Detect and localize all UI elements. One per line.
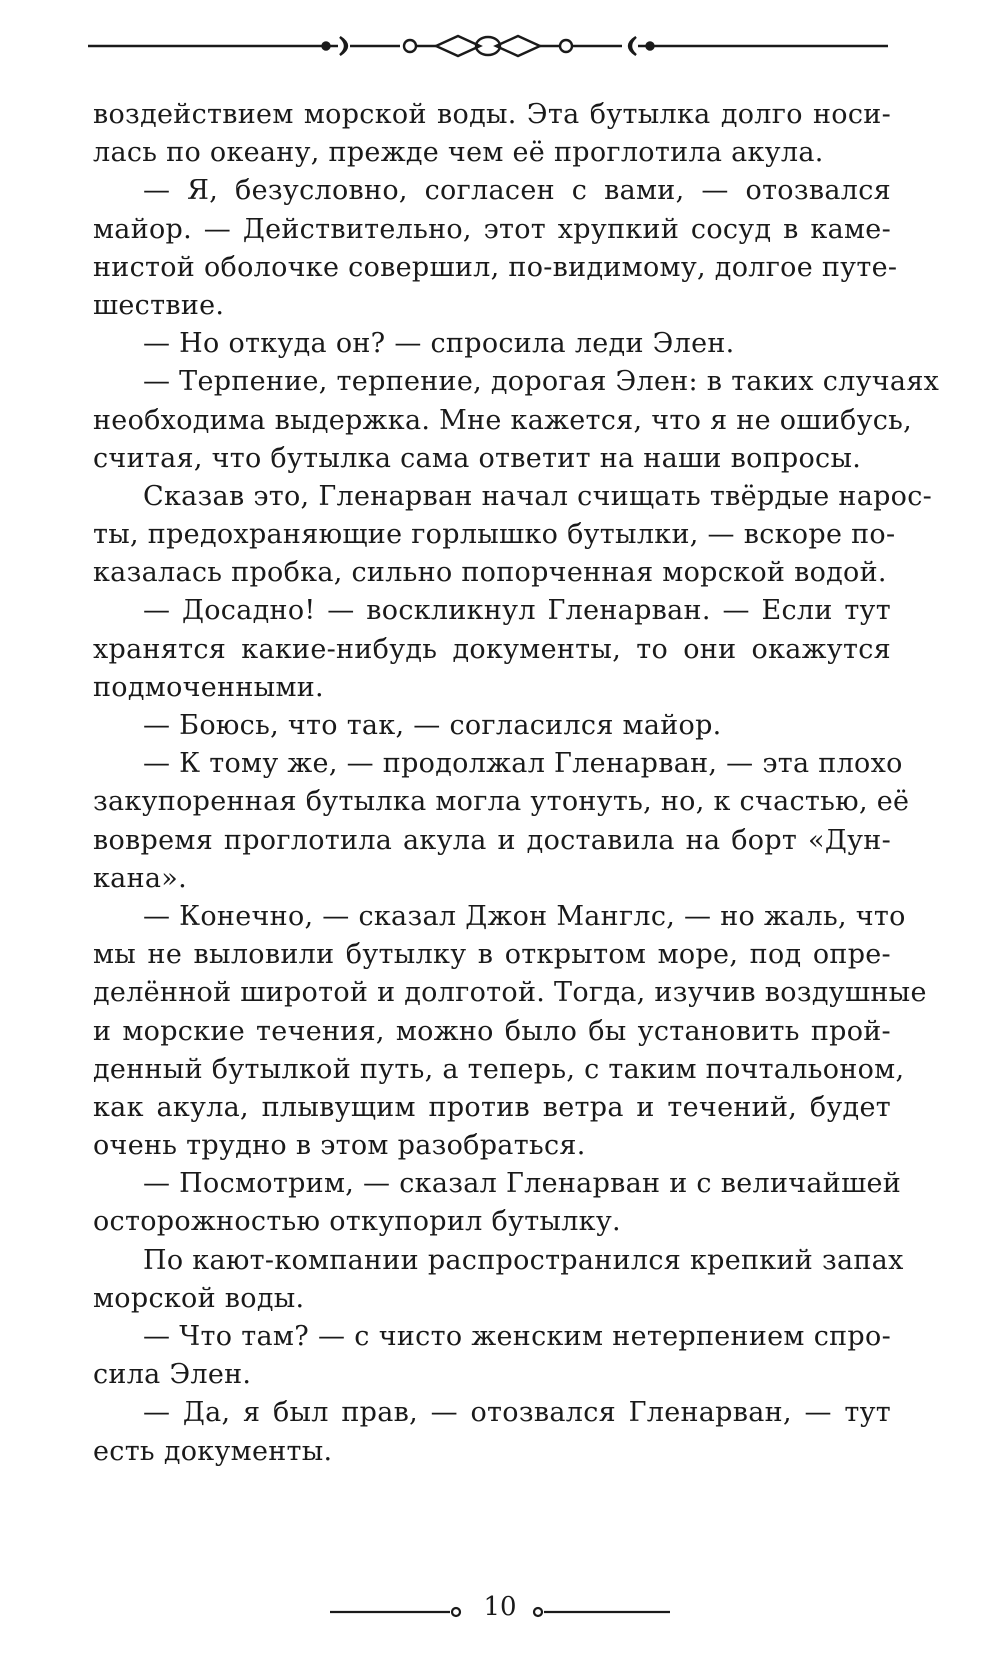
text-line: вовремя проглотила акула и доставила на борт «Дун-: [93, 824, 891, 856]
text-line: необходима выдержка. Мне кажется, что я не ошибусь,: [93, 404, 913, 436]
text-line: — Боюсь, что так, — согласился майор.: [143, 710, 722, 741]
text-line: нистой оболочке совершил, по-видимому, долгое путе-: [93, 251, 898, 283]
text-line: сила Элен.: [93, 1359, 252, 1391]
text-line: майор. — Действительно, этот хрупкий сосуд в каме-: [93, 213, 891, 245]
header-ornament-icon: [88, 28, 888, 64]
text-line: осторожностью откупорил бутылку.: [93, 1206, 621, 1238]
text-line: делённой широтой и долготой. Тогда, изучив воздушные: [93, 977, 927, 1009]
text-line: считая, что бутылка сама ответит на наши вопросы.: [93, 442, 862, 474]
text-line: казалась пробка, сильно попорченная морской водой.: [93, 557, 887, 589]
text-line: — Я, безусловно, согласен с вами, — отозвался: [143, 175, 891, 207]
text-line: — Посмотрим, — сказал Гленарван и с величайшей: [143, 1168, 902, 1200]
text-line: По кают-компании распространился крепкий запах: [143, 1244, 904, 1276]
text-line: закупоренная бутылка могла утонуть, но, к счастью, её: [93, 786, 910, 818]
text-line: — Что там? — с чисто женским нетерпением спро-: [143, 1321, 891, 1352]
page-body-text: [93, 96, 940, 1471]
text-line: воздействием морской воды. Эта бутылка долго носи-: [93, 99, 891, 130]
text-line: очень трудно в этом разобраться.: [93, 1130, 586, 1162]
page-number: 10: [330, 1592, 670, 1622]
page-footer: [330, 1590, 670, 1630]
text-line: — Конечно, — сказал Джон Манглс, — но жаль, что: [143, 900, 906, 932]
text-line: морской воды.: [93, 1282, 305, 1314]
text-line: шествие.: [93, 289, 225, 321]
text-line: как акула, плывущим против ветра и течений, будет: [93, 1091, 891, 1123]
text-line: денный бутылкой путь, а теперь, с таким почтальоном,: [93, 1053, 905, 1085]
text-line: лась по океану, прежде чем её проглотила акула.: [93, 137, 824, 169]
text-line: — К тому же, — продолжал Гленарван, — эта плохо: [143, 748, 903, 780]
text-line: кана».: [93, 862, 187, 894]
text-line: — Терпение, терпение, дорогая Элен: в таких случаях: [143, 366, 940, 398]
text-line: есть документы.: [93, 1435, 333, 1467]
text-line: — Досадно! — воскликнул Гленарван. — Если тут: [143, 595, 891, 627]
text-line: и морские течения, можно было бы установить прой-: [93, 1015, 891, 1047]
text-line: ты, предохраняющие горлышко бутылки, — вскоре по-: [93, 519, 896, 551]
text-line: мы не выловили бутылку в открытом море, под опре-: [93, 939, 891, 971]
text-line: хранятся какие-нибудь документы, то они окажутся: [93, 633, 891, 665]
text-line: — Да, я был прав, — отозвался Гленарван, — тут: [143, 1397, 891, 1429]
text-line: — Но откуда он? — спросила леди Элен.: [143, 328, 735, 360]
text-line: подмоченными.: [93, 671, 324, 703]
text-line: Сказав это, Гленарван начал счищать твёрдые нарос-: [143, 480, 933, 512]
